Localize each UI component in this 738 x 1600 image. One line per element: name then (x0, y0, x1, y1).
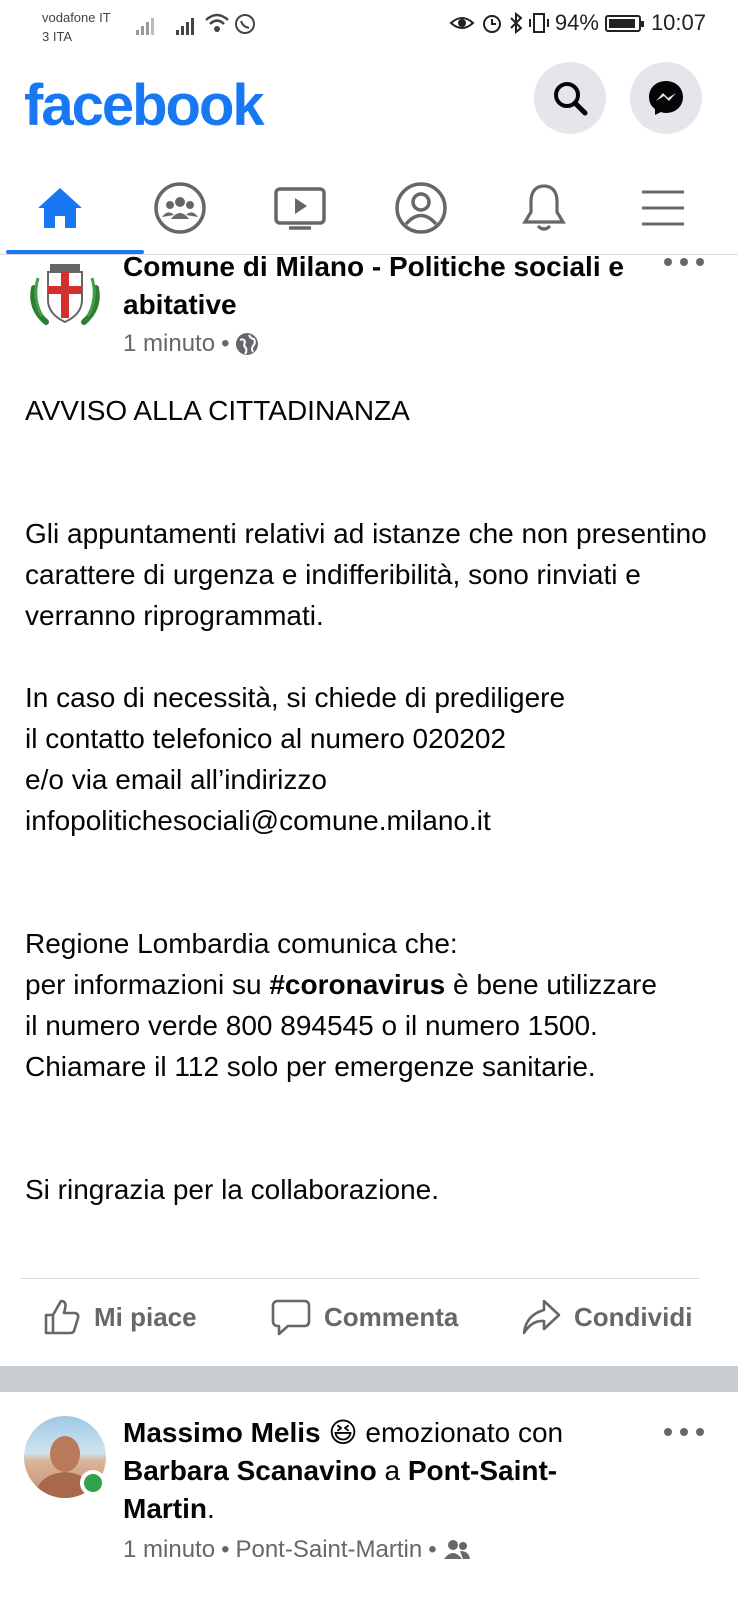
tab-menu[interactable] (633, 178, 693, 238)
location-link[interactable]: Pont-Saint-Martin (123, 1455, 558, 1524)
app-header (0, 52, 738, 152)
post-author[interactable]: Massimo Melis (123, 1417, 321, 1448)
comment-icon (270, 1297, 312, 1337)
post-time[interactable]: 1 minuto (123, 1536, 216, 1563)
menu-icon (639, 188, 687, 228)
post-options-button[interactable] (664, 252, 704, 272)
like-label: Mi piace (94, 1301, 197, 1332)
meta-separator: • (221, 1536, 230, 1563)
tab-home[interactable] (30, 178, 90, 238)
like-button[interactable] (42, 1297, 197, 1337)
location-prefix: a (384, 1455, 401, 1486)
battery-percent: 94% (554, 10, 599, 35)
tab-notifications[interactable] (514, 178, 574, 238)
feed-separator (0, 1366, 738, 1392)
comment-button[interactable] (270, 1297, 458, 1337)
clock: 10:07 (650, 10, 706, 35)
vibrate-icon (529, 12, 549, 34)
post-paragraph-4-a: Regione Lombardia comunica che: per informazioni su (25, 928, 458, 1000)
post-paragraph-4 (25, 923, 715, 1087)
search-icon (550, 78, 590, 118)
groups-icon (153, 181, 207, 235)
post-actions (20, 1278, 700, 1364)
feeling-emoji-icon: 😆 (328, 1417, 358, 1448)
eye-icon (449, 13, 475, 33)
search-button[interactable] (534, 62, 606, 134)
alarm-icon (481, 12, 503, 34)
period: . (207, 1493, 215, 1524)
globe-icon (235, 332, 259, 356)
like-icon (42, 1297, 82, 1337)
meta-separator: • (428, 1536, 437, 1563)
carrier-info (42, 8, 111, 46)
online-status-indicator (80, 1470, 106, 1496)
post-header-text (123, 1414, 643, 1528)
share-label: Condividi (574, 1301, 693, 1332)
dot-icon (664, 1428, 672, 1436)
post-options-button[interactable] (664, 1422, 704, 1442)
post-text (25, 390, 715, 1210)
home-icon (34, 184, 86, 232)
carrier-line-2: 3 ITA (42, 29, 73, 44)
tagged-friend[interactable]: Barbara Scanavino (123, 1455, 377, 1486)
meta-location[interactable]: Pont-Saint-Martin (235, 1536, 423, 1563)
bluetooth-icon (509, 12, 523, 34)
hashtag-link[interactable]: #coronavirus (269, 969, 446, 1000)
post-time[interactable]: 1 minuto (123, 330, 216, 357)
dot-icon (680, 258, 688, 266)
wifi-icon (204, 12, 230, 34)
meta-separator: • (221, 330, 230, 357)
tab-watch[interactable] (270, 178, 330, 238)
dot-icon (696, 1428, 704, 1436)
post-author[interactable]: Comune di Milano - Politiche sociali e abitative (123, 251, 624, 320)
post-paragraph-1: AVVISO ALLA CITTADINANZA (25, 395, 410, 426)
whatsapp-icon (234, 13, 256, 35)
comune-milano-crest-avatar[interactable] (24, 258, 106, 330)
feeling-text: emozionato con (365, 1417, 564, 1448)
post-meta (123, 1536, 471, 1564)
post-paragraph-5: Si ringrazia per la collaborazione. (25, 1174, 439, 1205)
battery-icon (605, 15, 641, 32)
carrier-line-1: vodafone IT (42, 10, 111, 25)
tab-profile[interactable] (391, 178, 451, 238)
post-meta (123, 330, 259, 358)
dot-icon (696, 258, 704, 266)
dot-icon (664, 258, 672, 266)
post-paragraph-2: Gli appuntamenti relativi ad istanze che non presentino carattere di urgenza e indifferibilità, sono rinviati e verranno riprogrammati. (25, 518, 707, 631)
status-bar (0, 0, 738, 52)
share-icon (520, 1297, 562, 1337)
dot-icon (680, 1428, 688, 1436)
signal-icon-2 (176, 16, 200, 36)
watch-icon (273, 185, 327, 231)
main-navigation (0, 160, 738, 255)
messenger-button[interactable] (630, 62, 702, 134)
tab-groups[interactable] (150, 178, 210, 238)
share-button[interactable] (520, 1297, 692, 1337)
signal-icon (136, 16, 160, 36)
facebook-logo[interactable]: facebook (24, 73, 263, 138)
post-paragraph-4-b: è bene utilizzare il numero verde 800 894545 o il numero 1500. Chiamare il 112 solo per emergenze sanitarie. (25, 969, 657, 1082)
post-paragraph-3: In caso di necessità, si chiede di prediligere il contatto telefonico al numero 020202 e/o via email all’indirizzo infopolitichesociali@comune.milano.it (25, 682, 566, 836)
notifications-icon (520, 182, 568, 234)
messenger-icon (646, 78, 686, 118)
profile-icon (394, 181, 448, 235)
friends-icon (443, 1539, 471, 1561)
status-right (449, 10, 706, 36)
comment-label: Commenta (324, 1301, 459, 1332)
